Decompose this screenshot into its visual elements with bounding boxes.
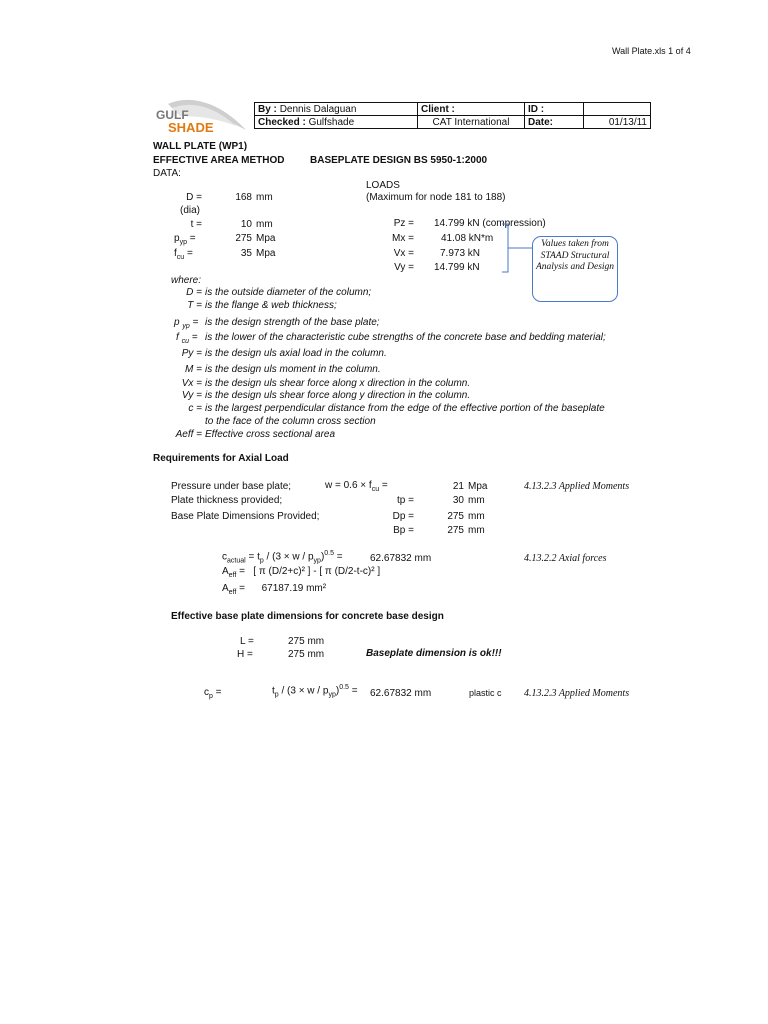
def-Vy-text: is the design uls shear force along y direction in the column. (205, 390, 471, 401)
load-pz-label: Pz = (393, 218, 414, 229)
title-wall-plate: WALL PLATE (WP1) (153, 141, 248, 152)
def-pyp-text: is the design strength of the base plate; (205, 317, 380, 328)
input-fcu-label: $f_{cu}$ = (174, 248, 193, 261)
dp-value: 275 (447, 511, 464, 522)
input-pyp-value: 275 (235, 233, 252, 244)
plastic-c-note: plastic c (469, 688, 502, 698)
ref-applied-moments-2: 4.13.2.3 Applied Moments (524, 688, 630, 699)
def-c-text: is the largest perpendicular distance from the edge of the effective portion of the baseplate (205, 403, 605, 414)
load-vy-label: Vy = (394, 262, 414, 273)
where-label: where: (171, 275, 202, 286)
loads-subtitle: (Maximum for node 181 to 188) (366, 192, 506, 203)
c-actual-formula: $c_{actual} = t_p / (3 \times w / p_{yp})^{0.5}$ = (222, 550, 343, 565)
def-Vx-text: is the design uls shear force along x direction in the column. (205, 378, 471, 389)
def-Py-text: is the design uls axial load in the column. (205, 348, 387, 359)
page-header: Wall Plate.xls 1 of 4 (612, 46, 691, 56)
input-pyp-unit: Mpa (256, 233, 276, 244)
input-t-value: 10 (240, 219, 252, 230)
cp-label: $c_p$ = (204, 687, 222, 700)
aeff-result: $A_{eff}$ = 67187.19 mm² (222, 583, 327, 596)
title-design-code: BASEPLATE DESIGN BS 5950-1:2000 (310, 155, 488, 166)
def-D-text: is the outside diameter of the column; (205, 287, 372, 298)
dp-unit: mm (468, 511, 485, 522)
tp-unit: mm (468, 495, 485, 506)
by-cell: By : Dennis Dalaguan (255, 103, 418, 116)
cp-value: 62.67832 mm (370, 688, 432, 699)
def-fcu-sym: f $_{cu}$ = (176, 332, 198, 345)
H-label: H = (237, 649, 253, 660)
pressure-value: 21 (452, 481, 464, 492)
input-dia: (dia) (180, 205, 201, 216)
def-Vx-sym: Vx = (181, 378, 202, 389)
def-Vy-sym: Vy = (181, 390, 202, 401)
def-T-sym: T = (187, 300, 202, 311)
def-Aeff-text: Effective cross sectional area (205, 429, 336, 440)
base-plate-dims-desc: Base Plate Dimensions Provided; (171, 511, 320, 522)
axial-heading: Requirements for Axial Load (153, 453, 289, 464)
load-mx-label: Mx = (392, 233, 414, 244)
tp-label: tp = (397, 495, 414, 506)
logo-text-gulf: GULF (156, 108, 189, 122)
def-M-text: is the design uls moment in the column. (205, 364, 381, 375)
effective-heading: Effective base plate dimensions for concrete base design (171, 611, 444, 622)
def-c-sym: c = (188, 403, 202, 414)
header-table (254, 102, 651, 129)
title-method: EFFECTIVE AREA METHOD (153, 155, 285, 166)
input-D-unit: mm (256, 192, 273, 203)
L-value: 275 mm (288, 636, 325, 647)
pressure-unit: Mpa (468, 481, 488, 492)
def-fcu-text: is the lower of the characteristic cube strengths of the concrete base and bedding material; (205, 332, 606, 343)
input-fcu-unit: Mpa (256, 248, 276, 259)
load-vy-value: 14.799 kN (434, 262, 480, 273)
def-D-sym: D = (186, 287, 202, 298)
input-fcu-value: 35 (240, 248, 252, 259)
H-value: 275 mm (288, 649, 325, 660)
aeff-formula: $A_{eff}$ = [ π (D/2+c)² ] - [ π (D/2-t-c)² ] (222, 566, 381, 579)
client-value: CAT International (418, 116, 525, 129)
input-t-label: t = (190, 219, 202, 230)
bp-label: Bp = (393, 525, 414, 536)
gulfshade-logo (150, 96, 254, 140)
def-T-text: is the flange & web thickness; (205, 300, 337, 311)
def-c-text-cont: to the face of the column cross section (205, 416, 376, 427)
def-M-sym: M = (185, 364, 202, 375)
id-value (584, 103, 651, 116)
bp-value: 275 (447, 525, 464, 536)
input-pyp-label: $p_{yp}$ = (174, 233, 196, 246)
tp-value: 30 (452, 495, 464, 506)
baseplate-ok-status: Baseplate dimension is ok!!! (366, 648, 502, 659)
c-actual-value: 62.67832 mm (370, 553, 432, 564)
bracket-icon (500, 222, 534, 276)
dp-label: Dp = (392, 511, 414, 522)
loads-title: LOADS (366, 180, 400, 191)
cp-formula: $t_p / (3 \times w / p_{yp})^{0.5}$ = (272, 684, 358, 699)
load-mx-value: 41.08 kN*m (441, 233, 494, 244)
def-Py-sym: Py = (181, 348, 202, 359)
ref-applied-moments: 4.13.2.3 Applied Moments (524, 481, 630, 492)
bp-unit: mm (468, 525, 485, 536)
pressure-desc: Pressure under base plate; (171, 481, 292, 492)
load-vx-label: Vx = (393, 248, 414, 259)
client-label: Client : (418, 103, 525, 116)
input-t-unit: mm (256, 219, 273, 230)
checked-cell: Checked : Gulfshade (255, 116, 418, 129)
load-pz-value: 14.799 kN (compression) (434, 218, 546, 229)
ref-axial-forces: 4.13.2.2 Axial forces (524, 553, 607, 564)
staad-note-callout: Values taken from STAAD Structural Analysis and Design (532, 236, 618, 302)
L-label: L = (240, 636, 254, 647)
logo-text-shade: SHADE (168, 120, 214, 135)
def-pyp-sym: p $_{yp}$ = (174, 317, 199, 330)
date-label: Date: (525, 116, 584, 129)
input-D-value: 168 (235, 192, 252, 203)
load-vx-value: 7.973 kN (440, 248, 481, 259)
pressure-formula: $w = 0.6 \times f_{cu}$ = (325, 480, 388, 493)
date-value: 01/13/11 (584, 116, 651, 129)
id-label: ID : (525, 103, 584, 116)
input-D-label: D = (186, 192, 202, 203)
data-label: DATA: (153, 168, 181, 179)
plate-thickness-desc: Plate thickness provided; (171, 495, 283, 506)
def-Aeff-sym: Aeff = (175, 429, 202, 440)
